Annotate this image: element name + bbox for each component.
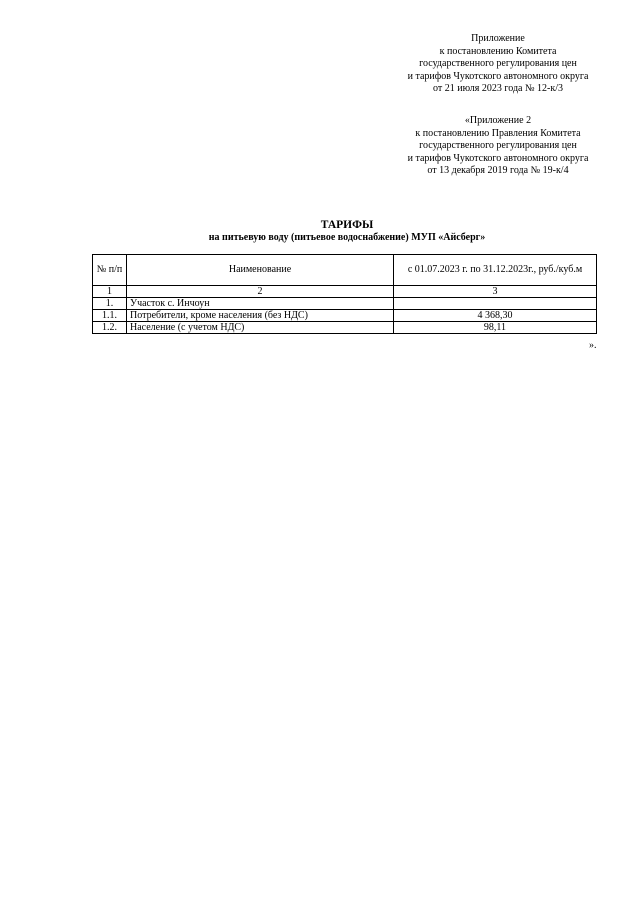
appendix-header-original [380,115,616,178]
column-number-cell: 1 [93,286,127,298]
appendix-line: и тарифов Чукотского автономного округа [407,70,589,82]
row-number: 1.1. [93,310,127,322]
document-subtitle: на питьевую воду (питьевое водоснабжение) МУП «Айсберг» [208,232,486,243]
appendix-line: от 13 декабря 2019 года № 19-к/4 [427,165,569,176]
column-number-cell: 2 [127,286,394,298]
table-row [93,322,597,334]
document-title: ТАРИФЫ [320,219,374,231]
table-row [93,298,597,310]
appendix-line: государственного регулирования цен [419,58,577,69]
row-value: 98,11 [394,322,597,334]
row-name: Участок с. Инчоун [127,298,394,310]
row-name: Население (с учетом НДС) [127,322,394,334]
document-title-block [60,219,634,244]
tariffs-table [92,254,597,334]
table-row [93,310,597,322]
closing-quote-mark: ». [589,340,597,351]
row-number: 1.2. [93,322,127,334]
appendix-line: к постановлению Правления Комитета [415,127,581,139]
column-number-row [93,286,597,298]
appendix-line: от 21 июля 2023 года № 12-к/3 [433,83,563,94]
row-value: 4 368,30 [394,310,597,322]
table-header-row [93,255,597,286]
row-number: 1. [93,298,127,310]
appendix-header-current [380,33,616,96]
appendix-line: «Приложение 2 [464,115,532,126]
row-name: Потребители, кроме населения (без НДС) [127,310,394,322]
appendix-line: Приложение [471,33,525,44]
appendix-line: государственного регулирования цен [419,140,577,151]
header-cell-name: Наименование [127,255,394,286]
header-cell-period: с 01.07.2023 г. по 31.12.2023г., руб./куб.м [394,255,597,286]
header-cell-number: № п/п [93,255,127,286]
appendix-line: и тарифов Чукотского автономного округа [407,152,589,164]
column-number-cell: 3 [394,286,597,298]
row-value [394,298,597,310]
appendix-line: к постановлению Комитета [439,45,557,57]
